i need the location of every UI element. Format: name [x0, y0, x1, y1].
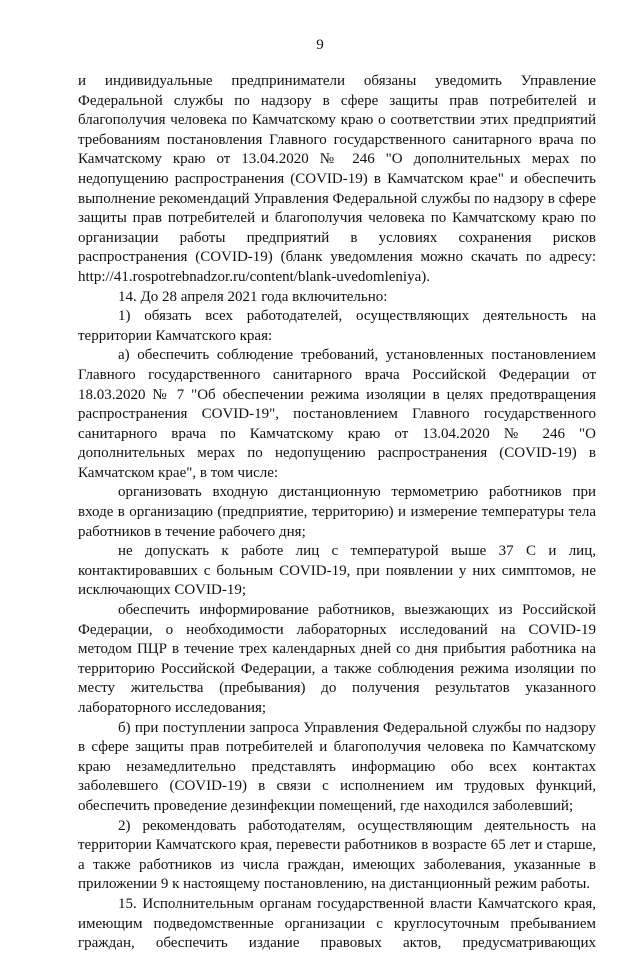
paragraph-item-14-1-a: а) обеспечить соблюдение требований, установленных постановлением Главного государственного санитарного врача Российской Федерации от 18.03.2020 № 7 "Об обеспечении режима изоляции в целях предотвращения распространения COVID-19", постановлением Главного государственного санитарного врача по Камчатскому краю от 13.04.2020 № 246 "О дополнительных мерах по недопущению распространения (COVID-19) в Камчатском крае", в том числе: — [78, 347, 596, 481]
paragraph-continuation: и индивидуальные предприниматели обязаны уведомить Управление Федеральной службы по надзору в сфере защиты прав потребителей и благополучия человека по Камчатскому краю о соответствии этих предприятий требованиям постановления Главного государственного санитарного врача по Камчатскому краю от 13.04.2020 № 246 "О дополнительных мерах по недопущению распространения (COVID-19) в Камчатском крае" и обеспечить выполнение рекомендаций Управления Федеральной службы по надзору в сфере защиты прав потребителей и благополучия человека по Камчатскому краю по организации работы предприятий в условиях сохранения рисков распространения (COVID-19) (бланк уведомления можно скачать по адресу: http://41.rospotrebnadzor.ru/content/blank-uvedomleniya). — [78, 73, 597, 285]
paragraph-item-14-1: 1) обязать всех работодателей, осуществляющих деятельность на территории Камчатского края: — [78, 308, 596, 344]
paragraph-item-14-1-b: б) при поступлении запроса Управления Федеральной службы по надзору в сфере защиты прав потребителей и благополучия человека по Камчатскому краю незамедлительно представлять информацию обо всех контактах заболевшего (COVID-19) в связи с исполнением им трудовых функций, обеспечить проведение дезинфекции помещений, где находился заболевший; — [78, 719, 596, 814]
document-body — [78, 72, 596, 954]
page-number: 9 — [316, 37, 324, 53]
paragraph-no-admission: не допускать к работе лиц с температурой выше 37 С и лиц, контактировавших с больным COVID-19, при появлении у них симптомов, не исключающих COVID-19; — [78, 543, 596, 599]
paragraph-item-14-2: 2) рекомендовать работодателям, осуществляющим деятельность на территории Камчатского края, перевести работников в возрасте 65 лет и старше, а также работников из числа граждан, имеющих заболевания, указанные в приложении 9 к настоящему постановлению, на дистанционный режим работы. — [78, 817, 596, 893]
paragraph-item-14: 14. До 28 апреля 2021 года включительно: — [118, 288, 388, 305]
paragraph-thermometry: организовать входную дистанционную термометрию работников при входе в организацию (предприятие, территорию) и измерение температуры тела работников в течение рабочего дня; — [78, 484, 596, 540]
paragraph-informing: обеспечить информирование работников, выезжающих из Российской Федерации, о необходимости лабораторных исследований на COVID-19 методом ПЦР в течение трех календарных дней со дня прибытия работника на территорию Российской Федерации, а также соблюдения режима изоляции по месту жительства (пребывания) до получения результатов указанного лабораторного исследования; — [78, 602, 596, 716]
paragraph-item-15: 15. Исполнительным органам государственной власти Камчатского края, имеющим подведомственные организации с круглосуточным пребыванием граждан, обеспечить издание правовых актов, предусматривающих — [78, 895, 596, 952]
